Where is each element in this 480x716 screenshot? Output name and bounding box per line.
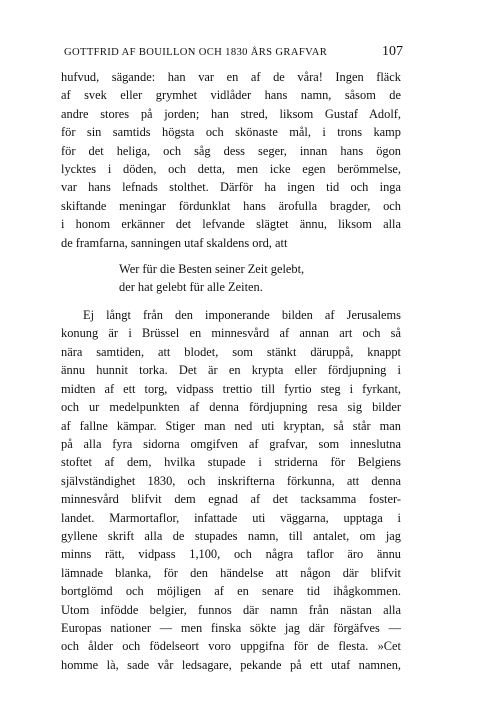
text-line: af svek eller grymhet vidlåder hans namn, såsom de xyxy=(61,88,401,103)
text-line: var hans lefnads stolthet. Därför ha ingen tid och inga xyxy=(61,180,401,195)
text-line: midten af ett torg, vidpass trettio till fyrtio steg i fyrkant, xyxy=(61,381,401,396)
text-line: lycktes i döden, och detta, men icke egen berömmelse, xyxy=(61,162,401,177)
text-line: af fallne kämpar. Stiger man ned uti kryptan, så står man xyxy=(61,418,401,433)
quote-line: der hat gelebt für alle Zeiten. xyxy=(119,280,263,295)
text-line: minnesvård blifvit dem egnad af det tacksamma foster- xyxy=(61,492,401,507)
page-number: 107 xyxy=(382,44,403,59)
text-line: och ålder och födelseort voro uppgifna för de flesta. »Cet xyxy=(61,639,401,654)
text-line: för det heliga, och såg dess seger, innan hans ögon xyxy=(61,143,401,158)
text-line: Ej långt från den imponerande bilden af Jerusalems xyxy=(83,308,401,323)
book-page xyxy=(61,44,401,674)
text-line: Europas nationer — men finska sökte jag där förgäfves — xyxy=(61,620,401,635)
text-line: för sin samtids högsta och skönaste mål, i trons kamp xyxy=(61,125,401,140)
text-line: konung är i Brüssel en minnesvård af annan art och så xyxy=(61,326,401,341)
text-line: självständighet 1830, och inskrifterna förkunna, att denna xyxy=(61,473,401,488)
text-line: och ur medelpunkten af denna fördjupning resa sig bilder xyxy=(61,400,401,415)
text-line: i honom erkänner det lefvande slägtet ännu, liksom alla xyxy=(61,217,401,232)
text-line: skiftande meningar fördunklat hans ärofulla bragder, och xyxy=(61,198,401,213)
paragraph-1 xyxy=(61,68,401,252)
text-line: andre stores på jorden; han stred, liksom Gustaf Adolf, xyxy=(61,106,401,121)
paragraph-2 xyxy=(61,306,401,674)
text-line: gyllene skrift alla de stupades namn, till antalet, om jag xyxy=(61,528,401,543)
text-line: minns rätt, vidpass 1,100, och några taflor äro ännu xyxy=(61,547,401,562)
text-line: Utom infödde belgier, funnos där namn från nästan alla xyxy=(61,602,401,617)
running-title: GOTTFRID AF BOUILLON OCH 1830 ÅRS GRAFVAR xyxy=(64,47,328,58)
text-line: hufvud, sägande: han var en af de våra! Ingen fläck xyxy=(61,70,401,84)
text-line: på alla fyra sidorna omgifven af grafvar, som inneslutna xyxy=(61,436,401,451)
text-line: stoftet af dem, hvilka stupade i striderna för Belgiens xyxy=(61,455,401,470)
text-line: de framfarna, sanningen utaf skaldens ord, att xyxy=(61,235,288,250)
text-line: lämnade blanka, för den händelse att någon där blifvit xyxy=(61,565,401,580)
verse-quote xyxy=(119,260,401,296)
text-line: nära samtiden, att blodet, som stänkt däruppå, knappt xyxy=(61,344,401,359)
text-line: bortglömd och möjligen af en senare tid ihågkommen. xyxy=(61,584,401,599)
text-line: ännu hunnit torka. Det är en krypta eller fördjupning i xyxy=(61,363,401,378)
quote-line: Wer für die Besten seiner Zeit gelebt, xyxy=(119,262,305,277)
text-line: homme là, sade vår ledsagare, pekande på ett utaf namnen, xyxy=(61,657,401,672)
page-header xyxy=(61,44,401,62)
body-text xyxy=(61,68,401,674)
text-line: landet. Marmortaflor, infattade uti väggarna, upptaga i xyxy=(61,510,401,525)
